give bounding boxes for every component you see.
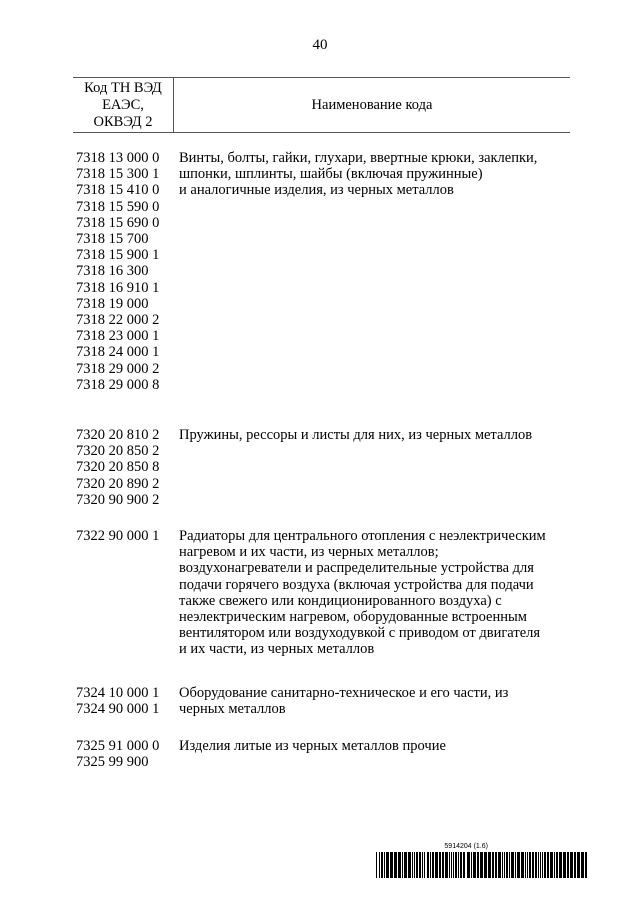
description-line: неэлектрическим нагревом, оборудованные встроенным <box>179 609 527 626</box>
description-line: воздухонагреватели и распределительные устройства для <box>179 560 534 577</box>
code-list <box>76 427 176 508</box>
header-code-line: ЕАЭС, <box>102 96 144 113</box>
code-value: 7318 16 300 <box>76 263 149 280</box>
code-description <box>179 685 574 717</box>
code-value: 7318 15 590 0 <box>76 198 160 215</box>
description-line: также свежего или кондиционированного воздуха) с <box>179 592 502 609</box>
code-description <box>179 427 574 443</box>
code-value: 7318 13 000 0 <box>76 150 160 166</box>
header-code-column <box>73 78 174 132</box>
barcode-block <box>376 843 590 879</box>
page-number: 40 <box>312 37 328 53</box>
code-list <box>76 738 176 770</box>
code-value: 7318 16 910 1 <box>76 279 160 296</box>
description-line: Пружины, рессоры и листы для них, из черных металлов <box>179 427 533 443</box>
description-line: и аналогичные изделия, из черных металлов <box>179 182 454 199</box>
code-value: 7320 90 900 2 <box>76 491 160 508</box>
code-list <box>76 150 176 393</box>
header-code-line: ОКВЭД 2 <box>93 113 153 130</box>
code-value: 7320 20 890 2 <box>76 475 160 492</box>
code-description <box>179 150 574 199</box>
code-value: 7318 15 410 0 <box>76 182 160 199</box>
description-line: Оборудование санитарно-техническое и его части, из <box>179 685 509 701</box>
code-list <box>76 528 176 544</box>
code-value: 7318 22 000 2 <box>76 312 160 329</box>
code-value: 7318 15 700 <box>76 231 149 248</box>
code-value: 7318 29 000 8 <box>76 376 160 393</box>
code-value: 7318 24 000 1 <box>76 344 160 361</box>
code-value: 7318 15 690 0 <box>76 214 160 231</box>
code-value: 7325 91 000 0 <box>76 738 160 754</box>
code-description <box>179 738 574 754</box>
code-value: 7318 19 000 <box>76 295 149 312</box>
code-value: 7322 90 000 1 <box>76 528 160 544</box>
code-value: 7318 15 900 1 <box>76 247 160 264</box>
code-value: 7324 90 000 1 <box>76 701 160 718</box>
description-line: Радиаторы для центрального отопления с неэлектрическим <box>179 528 546 544</box>
description-line: Винты, болты, гайки, глухари, ввертные крюки, заклепки, <box>179 150 538 166</box>
code-value: 7318 29 000 2 <box>76 360 160 377</box>
description-line: Изделия литые из черных металлов прочие <box>179 738 446 754</box>
description-line: и их части, из черных металлов <box>179 641 375 658</box>
description-line: подачи горячего воздуха (включая устройства для подачи <box>179 576 534 593</box>
description-line: вентилятором или воздуходувкой с приводом от двигателя <box>179 625 541 642</box>
code-description <box>179 528 574 658</box>
code-value: 7318 15 300 1 <box>76 166 160 183</box>
code-list <box>76 685 176 717</box>
code-value: 7320 20 810 2 <box>76 427 160 443</box>
barcode-icon <box>376 852 590 878</box>
code-value: 7320 20 850 8 <box>76 459 160 476</box>
barcode-number: 5914204 (1.6) <box>444 843 488 850</box>
code-value: 7325 99 900 <box>76 754 149 771</box>
description-line: шпонки, шплинты, шайбы (включая пружинные) <box>179 166 483 183</box>
description-line: нагревом и их части, из черных металлов; <box>179 544 439 561</box>
description-line: черных металлов <box>179 701 286 718</box>
code-value: 7318 23 000 1 <box>76 328 160 345</box>
table-header <box>73 77 570 133</box>
code-value: 7320 20 850 2 <box>76 443 160 460</box>
code-value: 7324 10 000 1 <box>76 685 160 701</box>
header-code-line: Код ТН ВЭД <box>84 79 162 96</box>
header-name-column: Наименование кода <box>311 96 433 113</box>
